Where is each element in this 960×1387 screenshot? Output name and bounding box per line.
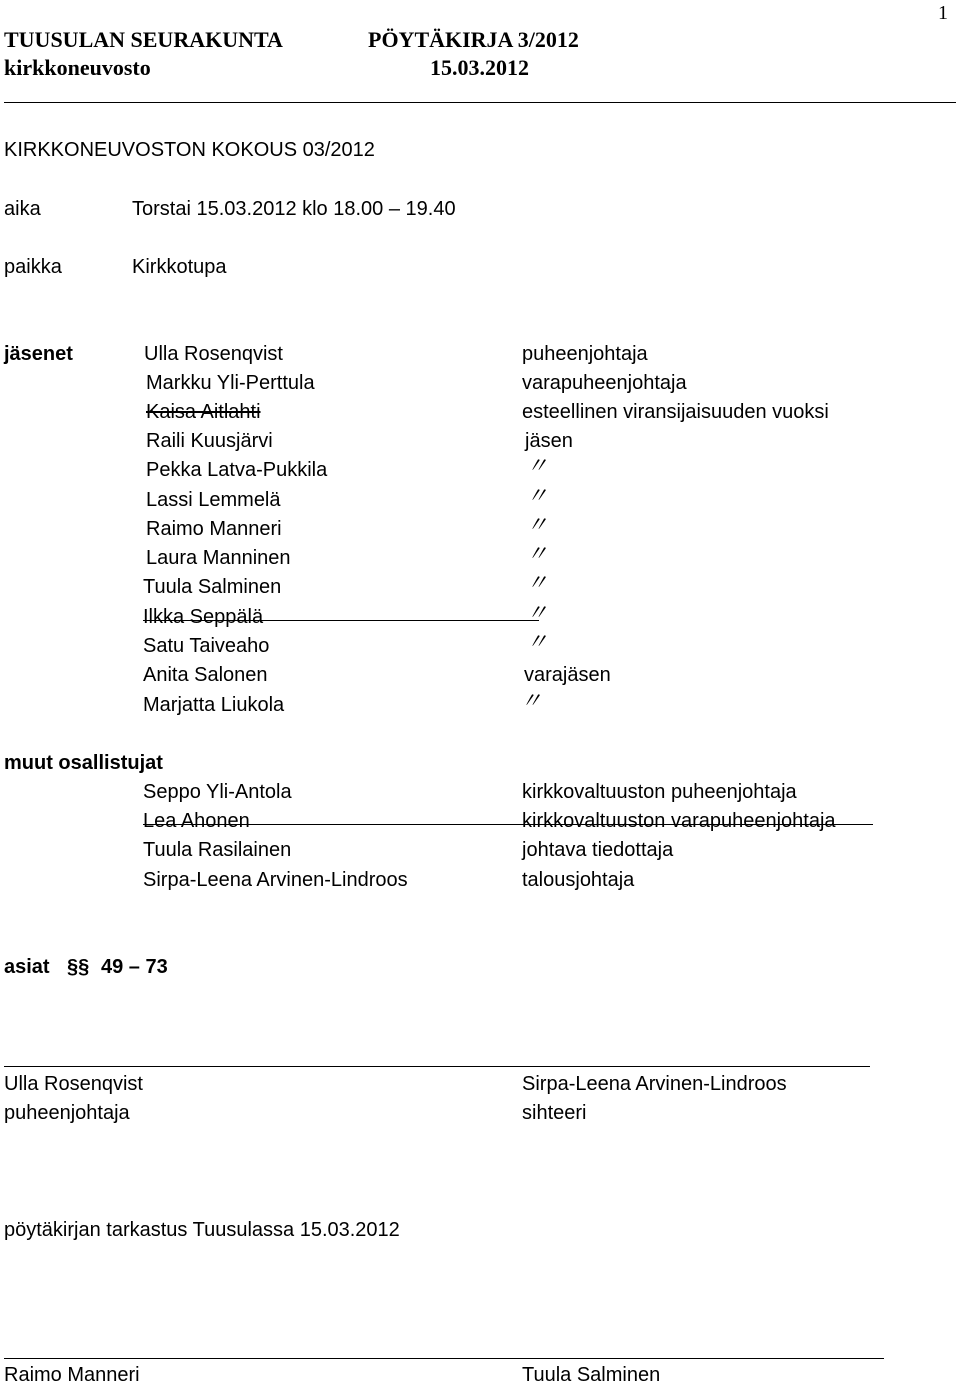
page-title: KIRKKONEUVOSTON KOKOUS 03/2012 bbox=[4, 139, 375, 161]
ditto-mark: 〃 bbox=[526, 483, 549, 508]
strike-line bbox=[143, 824, 873, 825]
ditto-mark: 〃 bbox=[526, 629, 549, 654]
time-label: aika bbox=[4, 198, 41, 220]
matters-label: asiat bbox=[4, 956, 50, 978]
member-role: puheenjohtaja bbox=[522, 343, 648, 365]
header-rule bbox=[4, 102, 956, 103]
place-label: paikka bbox=[4, 256, 62, 278]
matters-range: 49 – 73 bbox=[101, 956, 168, 978]
place-value: Kirkkotupa bbox=[132, 256, 227, 278]
signature-rule bbox=[4, 1066, 870, 1067]
chair-name: Ulla Rosenqvist bbox=[4, 1073, 143, 1095]
secretary-role: sihteeri bbox=[522, 1102, 587, 1124]
member-name: Satu Taiveaho bbox=[143, 635, 270, 657]
strike-line bbox=[143, 620, 539, 621]
ditto-mark: 〃 bbox=[526, 541, 549, 566]
header-date: 15.03.2012 bbox=[430, 55, 529, 80]
participant-role: johtava tiedottaja bbox=[522, 839, 674, 861]
member-name: Ilkka Seppälä bbox=[143, 606, 264, 628]
ditto-mark: 〃 bbox=[526, 600, 549, 625]
reviewer-right-name: Tuula Salminen bbox=[522, 1364, 661, 1386]
participant-name: Tuula Rasilainen bbox=[143, 839, 292, 861]
participant-role: talousjohtaja bbox=[522, 869, 635, 891]
reviewer-left-name: Raimo Manneri bbox=[4, 1364, 140, 1386]
member-name: Pekka Latva-Pukkila bbox=[146, 459, 328, 481]
participant-name: Sirpa-Leena Arvinen-Lindroos bbox=[143, 869, 408, 891]
ditto-mark: 〃 bbox=[526, 570, 549, 595]
document-number: PÖYTÄKIRJA 3/2012 bbox=[368, 27, 579, 52]
member-name: Markku Yli-Perttula bbox=[146, 372, 315, 394]
section-sign: §§ bbox=[67, 956, 90, 978]
member-name: Tuula Salminen bbox=[143, 576, 282, 598]
members-label: jäsenet bbox=[4, 343, 73, 365]
member-name: Lassi Lemmelä bbox=[146, 489, 281, 511]
ditto-mark: 〃 bbox=[520, 688, 543, 713]
others-label: muut osallistujat bbox=[4, 752, 163, 774]
member-name: Raili Kuusjärvi bbox=[146, 430, 273, 452]
participant-role: kirkkovaltuuston puheenjohtaja bbox=[522, 781, 797, 803]
member-role: esteellinen viransijaisuuden vuoksi bbox=[522, 401, 829, 423]
page-number: 1 bbox=[938, 2, 948, 24]
member-name: Laura Manninen bbox=[146, 547, 291, 569]
participant-name: Lea Ahonen bbox=[143, 810, 250, 832]
org-name: TUUSULAN SEURAKUNTA bbox=[4, 27, 283, 52]
participant-role: kirkkovaltuuston varapuheenjohtaja bbox=[522, 810, 836, 832]
member-name: Ulla Rosenqvist bbox=[144, 343, 283, 365]
review-signature-rule bbox=[4, 1358, 884, 1359]
time-value: Torstai 15.03.2012 klo 18.00 – 19.40 bbox=[132, 198, 456, 220]
participant-name: Seppo Yli-Antola bbox=[143, 781, 292, 803]
review-text: pöytäkirjan tarkastus Tuusulassa 15.03.2012 bbox=[4, 1219, 400, 1241]
secretary-name: Sirpa-Leena Arvinen-Lindroos bbox=[522, 1073, 787, 1095]
member-role: jäsen bbox=[525, 430, 573, 452]
ditto-mark: 〃 bbox=[526, 512, 549, 537]
member-role: varajäsen bbox=[524, 664, 611, 686]
member-role: varapuheenjohtaja bbox=[522, 372, 687, 394]
member-name: Marjatta Liukola bbox=[143, 694, 285, 716]
body-name: kirkkoneuvosto bbox=[4, 55, 151, 80]
ditto-mark: 〃 bbox=[526, 453, 549, 478]
member-name: Anita Salonen bbox=[143, 664, 268, 686]
chair-role: puheenjohtaja bbox=[4, 1102, 130, 1124]
member-name: Raimo Manneri bbox=[146, 518, 282, 540]
member-name: Kaisa Aitlahti bbox=[146, 401, 261, 423]
